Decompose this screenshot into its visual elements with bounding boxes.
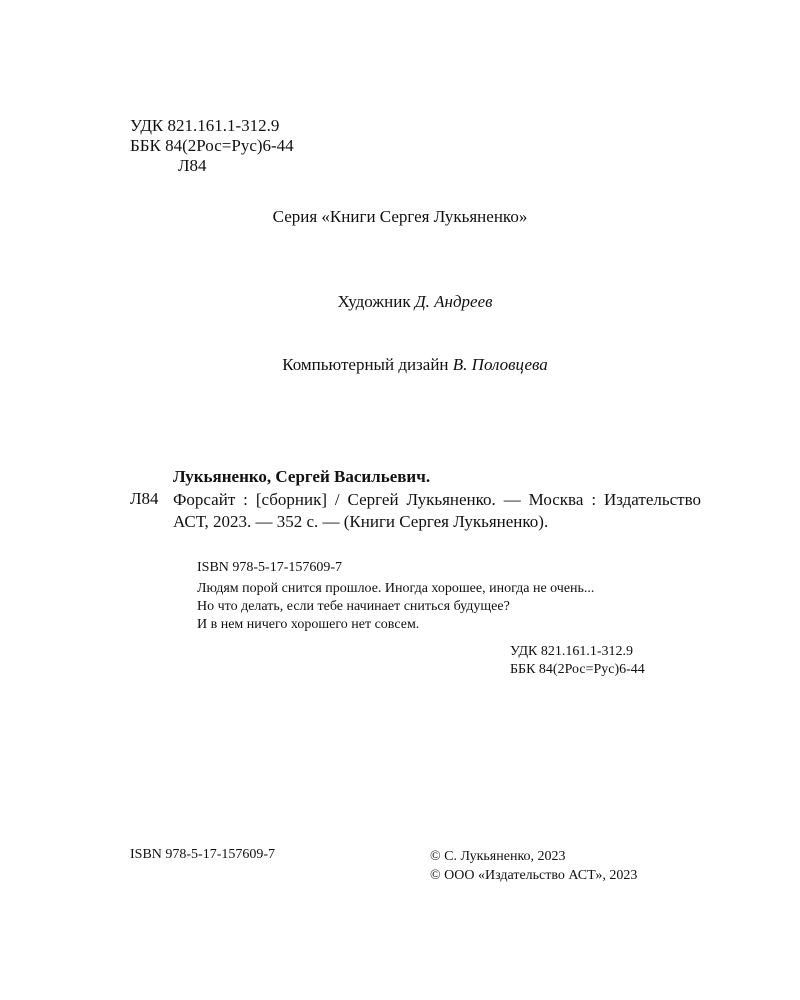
artist-name: Д. Андреев: [414, 292, 493, 311]
design-credit: [0, 355, 800, 375]
author-heading: Лукьяненко, Сергей Васильевич.: [173, 467, 431, 486]
record-classification: [510, 643, 645, 679]
copyright-block: [430, 847, 637, 885]
record-udk: УДК 821.161.1-312.9: [510, 644, 634, 659]
design-label: Компьютерный дизайн: [282, 355, 449, 374]
bibliographic-description: Форсайт : [сборник] / Сергей Лукьяненко. — Москва : Издательство АСТ, 2023. — 352 с. — (Книги Сергея Лукьяненко).: [173, 490, 701, 531]
series-line: Серия «Книги Сергея Лукьяненко»: [272, 207, 528, 226]
copyright-author: © С. Лукьяненко, 2023: [430, 849, 566, 864]
annotation-line: Людям порой снится прошлое. Иногда хорошее, иногда не очень...: [197, 581, 595, 596]
artist-label: Художник: [337, 292, 411, 311]
footer-isbn: ISBN 978-5-17-157609-7: [130, 847, 276, 862]
artist-credit: [0, 292, 800, 312]
record-bbk: ББК 84(2Рос=Рус)6-44: [510, 662, 645, 677]
udk-code: УДК 821.161.1-312.9: [130, 116, 280, 135]
author-mark: Л84: [178, 156, 207, 175]
design-name: В. Половцева: [452, 355, 548, 374]
classification-block: [130, 116, 294, 176]
annotation: [173, 580, 701, 634]
bbk-code: ББК 84(2Рос=Рус)6-44: [130, 136, 294, 155]
record-isbn: ISBN 978-5-17-157609-7: [197, 560, 343, 575]
annotation-line: И в нем ничего хорошего нет совсем.: [197, 617, 420, 632]
copyright-publisher: © ООО «Издательство АСТ», 2023: [430, 868, 638, 883]
record-code: Л84: [130, 489, 159, 508]
annotation-line: Но что делать, если тебе начинает сниться будущее?: [197, 599, 510, 614]
